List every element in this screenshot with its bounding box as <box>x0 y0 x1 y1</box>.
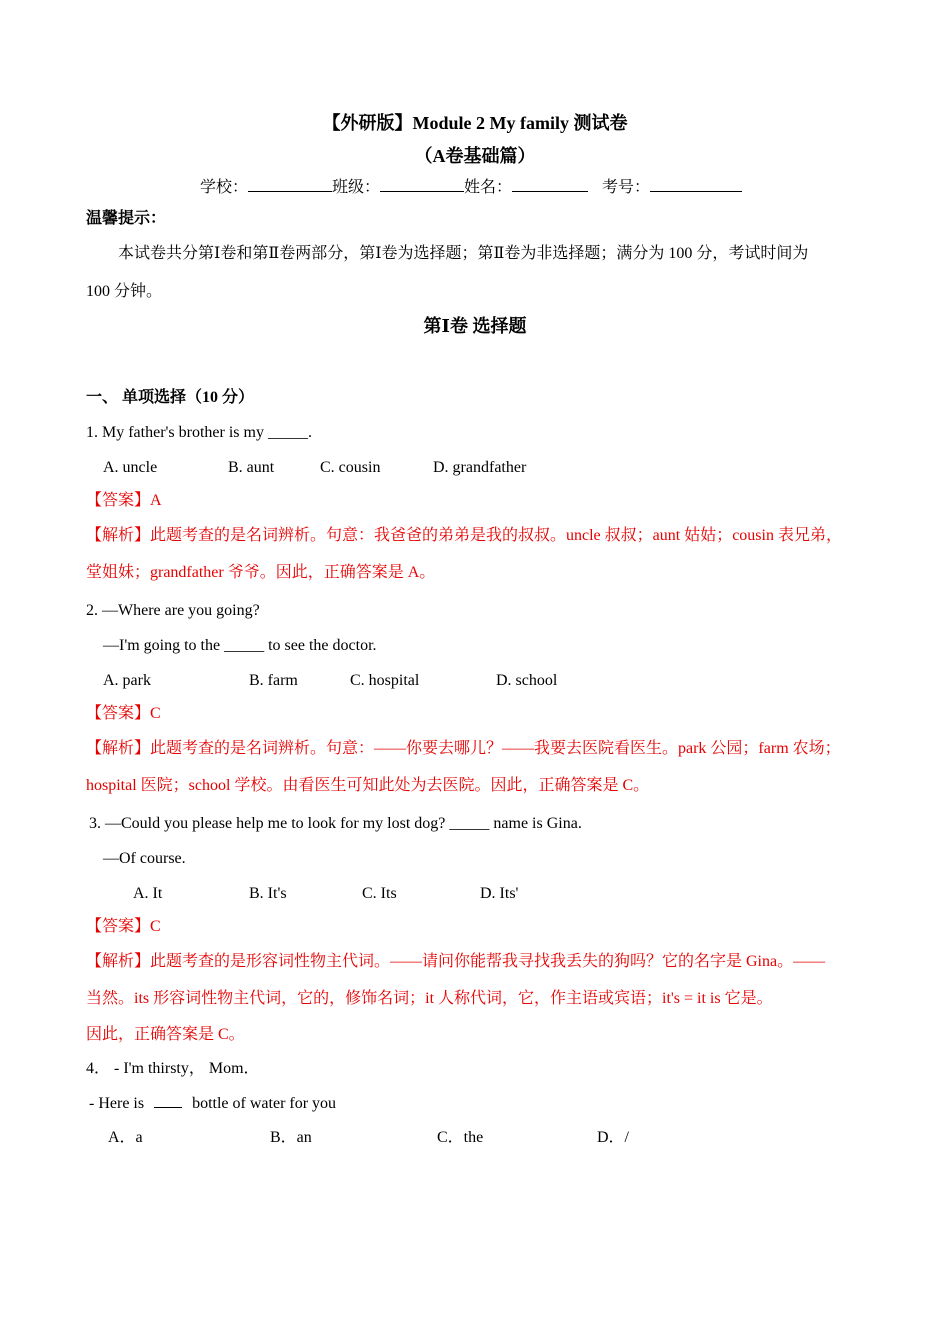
q3-option-d[interactable]: D. Its' <box>480 885 519 902</box>
q3-explain-2: 当然。its 形容词性物主代词，它的，修饰名词；it 人称代词，它，作主语或宾语；it's = it is 它是。 <box>86 990 773 1007</box>
q2-option-d[interactable]: D. school <box>496 672 558 689</box>
question-2-stem-2: —I'm going to the _____ to see the doctor. <box>103 637 377 654</box>
question-2-stem: 2. —Where are you going? <box>86 602 260 619</box>
q4-option-a[interactable]: A．a <box>108 1129 143 1146</box>
document-title: 【外研版】Module 2 My family 测试卷 <box>322 113 628 133</box>
q2-option-b[interactable]: B. farm <box>249 672 298 689</box>
part-title: 第Ⅰ卷 选择题 <box>423 316 527 336</box>
q2-explain-2: hospital 医院；school 学校。由看医生可知此处为去医院。因此，正确答案是 C。 <box>86 777 650 794</box>
q4-stem-suffix: bottle of water for you <box>192 1095 337 1112</box>
q3-answer: 【答案】C <box>86 918 161 935</box>
q4-stem-prefix: - Here is <box>89 1095 145 1112</box>
question-3-stem: 3. —Could you please help me to look for my lost dog? _____ name is Gina. <box>89 815 582 832</box>
notice-line-2: 100 分钟。 <box>86 283 163 300</box>
school-label: 学校： <box>200 179 249 196</box>
q1-explain-2: 堂姐妹；grandfather 爷爷。因此，正确答案是 A。 <box>86 564 436 581</box>
class-label: 班级： <box>332 179 381 196</box>
q2-option-c[interactable]: C. hospital <box>350 672 420 689</box>
q3-option-c[interactable]: C. Its <box>362 885 397 902</box>
notice-label: 温馨提示： <box>86 210 167 227</box>
q1-explain-1: 【解析】此题考查的是名词辨析。句意：我爸爸的弟弟是我的叔叔。uncle 叔叔；aunt 姑姑；cousin 表兄弟， <box>86 527 842 544</box>
q3-explain-1: 【解析】此题考查的是形容词性物主代词。——请问你能帮我寻找我丢失的狗吗？它的名字是 Gina。—— <box>86 953 826 970</box>
q2-answer: 【答案】C <box>86 705 161 722</box>
q1-option-a[interactable]: A. uncle <box>103 459 158 476</box>
question-4-stem: 4． - I'm thirsty， Mom． <box>86 1060 260 1077</box>
question-1-stem: 1. My father's brother is my _____. <box>86 424 312 441</box>
q4-option-d[interactable]: D．/ <box>597 1129 630 1146</box>
q3-option-b[interactable]: B. It's <box>249 885 287 902</box>
q4-option-c[interactable]: C．the <box>437 1129 484 1146</box>
name-label: 姓名： <box>464 179 513 196</box>
class-blank[interactable] <box>380 177 464 192</box>
q1-answer: 【答案】A <box>86 492 162 509</box>
q1-option-d[interactable]: D. grandfather <box>433 459 527 476</box>
notice-line-1: 本试卷共分第Ⅰ卷和第Ⅱ卷两部分，第Ⅰ卷为选择题；第Ⅱ卷为非选择题；满分为 100 分，考试时间为 <box>118 245 809 262</box>
number-label: 考号： <box>602 179 651 196</box>
info-fields-row <box>200 177 742 199</box>
q1-option-b[interactable]: B. aunt <box>228 459 275 476</box>
q4-option-b[interactable]: B．an <box>270 1129 312 1146</box>
question-4-stem-2 <box>89 1093 336 1115</box>
number-blank[interactable] <box>650 177 742 192</box>
q3-explain-3: 因此，正确答案是 C。 <box>86 1026 245 1043</box>
q3-option-a[interactable]: A. It <box>133 885 163 902</box>
school-blank[interactable] <box>248 177 332 192</box>
name-blank[interactable] <box>512 177 588 192</box>
q4-blank[interactable] <box>154 1093 182 1108</box>
document-subtitle: （A卷基础篇） <box>414 146 536 166</box>
section-title: 一、 单项选择（10 分） <box>86 389 255 406</box>
q1-option-c[interactable]: C. cousin <box>320 459 381 476</box>
question-3-stem-2: —Of course. <box>103 850 186 867</box>
q2-option-a[interactable]: A. park <box>103 672 151 689</box>
q2-explain-1: 【解析】此题考查的是名词辨析。句意：——你要去哪儿？——我要去医院看医生。park 公园；farm 农场； <box>86 740 841 757</box>
